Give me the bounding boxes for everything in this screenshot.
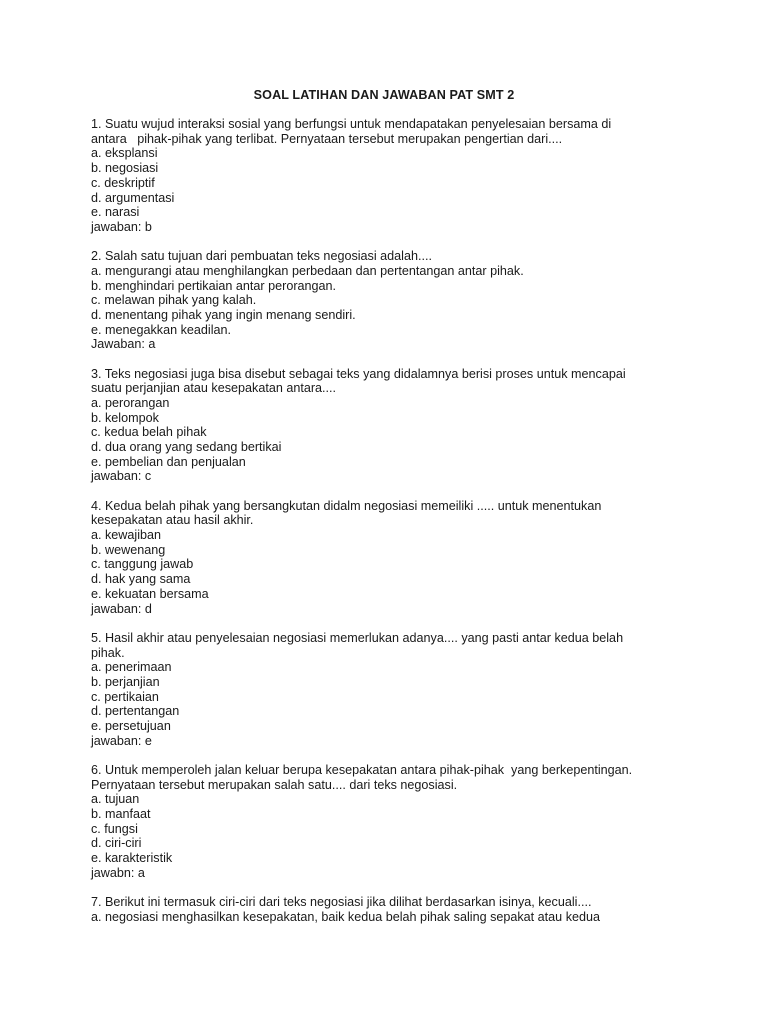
answer-option: e. persetujuan bbox=[91, 719, 171, 734]
answer-key: jawaban: d bbox=[91, 601, 152, 616]
answer-option: e. kekuatan bersama bbox=[91, 586, 209, 601]
question-7 bbox=[91, 895, 691, 924]
answer-option: c. pertikaian bbox=[91, 689, 159, 704]
question-text-line: 6. Untuk memperoleh jalan keluar berupa kesepakatan antara pihak-pihak yang berkepentingan. bbox=[91, 762, 633, 777]
question-text-line: suatu perjanjian atau kesepakatan antara.... bbox=[91, 381, 337, 396]
question-text-line: 2. Salah satu tujuan dari pembuatan teks negosiasi adalah.... bbox=[91, 249, 432, 264]
answer-option: b. perjanjian bbox=[91, 674, 160, 689]
question-text-line: kesepakatan atau hasil akhir. bbox=[91, 513, 254, 528]
question-6 bbox=[91, 763, 691, 881]
question-text-line: 1. Suatu wujud interaksi sosial yang berfungsi untuk mendapatakan penyelesaian bersama di bbox=[91, 117, 612, 131]
question-text-line: 5. Hasil akhir atau penyelesaian negosiasi memerlukan adanya.... yang pasti antar kedua belah bbox=[91, 630, 624, 645]
question-text-line: antara pihak-pihak yang terlibat. Pernyataan tersebut merupakan pengertian dari.... bbox=[91, 131, 563, 146]
question-2 bbox=[91, 249, 691, 352]
question-list bbox=[91, 117, 691, 939]
answer-option: d. menentang pihak yang ingin menang sendiri. bbox=[91, 307, 356, 322]
answer-option: d. argumentasi bbox=[91, 190, 175, 205]
answer-option: d. dua orang yang sedang bertikai bbox=[91, 440, 282, 455]
question-text-line: 4. Kedua belah pihak yang bersangkutan didalm negosiasi memeiliki ..... untuk menentukan bbox=[91, 498, 602, 513]
answer-option: e. narasi bbox=[91, 205, 140, 220]
answer-option: c. kedua belah pihak bbox=[91, 425, 207, 440]
answer-option: b. menghindari pertikaian antar perorangan. bbox=[91, 278, 337, 293]
answer-option: e. karakteristik bbox=[91, 851, 173, 866]
answer-option: c. fungsi bbox=[91, 821, 138, 836]
answer-option: a. penerimaan bbox=[91, 660, 172, 675]
answer-option: b. kelompok bbox=[91, 410, 159, 425]
question-text-line: Pernyataan tersebut merupakan salah satu.... dari teks negosiasi. bbox=[91, 777, 458, 792]
answer-option: b. manfaat bbox=[91, 807, 151, 822]
answer-key: jawaban: b bbox=[91, 219, 152, 234]
document-title: SOAL LATIHAN DAN JAWABAN PAT SMT 2 bbox=[253, 88, 515, 102]
question-3 bbox=[91, 367, 691, 485]
answer-option: a. tujuan bbox=[91, 792, 140, 807]
answer-option: e. pembelian dan penjualan bbox=[91, 454, 246, 469]
answer-option: c. deskriptif bbox=[91, 175, 155, 190]
answer-option: a. kewajiban bbox=[91, 528, 162, 543]
question-text-line: 7. Berikut ini termasuk ciri-ciri dari teks negosiasi jika dilihat berdasarkan isinya, kecuali.... bbox=[91, 895, 592, 910]
question-5 bbox=[91, 631, 691, 749]
answer-option: a. eksplansi bbox=[91, 146, 158, 161]
answer-option: a. perorangan bbox=[91, 395, 170, 410]
answer-key: jawaban: c bbox=[91, 469, 152, 484]
answer-option: b. wewenang bbox=[91, 542, 166, 557]
answer-option: c. tanggung jawab bbox=[91, 557, 194, 572]
answer-option: b. negosiasi bbox=[91, 161, 159, 176]
question-1 bbox=[91, 117, 691, 235]
answer-option: a. negosiasi menghasilkan kesepakatan, baik kedua belah pihak saling sepakat atau kedua bbox=[91, 909, 601, 924]
answer-option: c. melawan pihak yang kalah. bbox=[91, 293, 257, 308]
question-4 bbox=[91, 499, 691, 617]
answer-option: a. mengurangi atau menghilangkan perbedaan dan pertentangan antar pihak. bbox=[91, 263, 524, 278]
answer-key: jawaban: e bbox=[91, 733, 152, 748]
answer-option: d. hak yang sama bbox=[91, 572, 191, 587]
answer-option: d. pertentangan bbox=[91, 704, 180, 719]
answer-option: e. menegakkan keadilan. bbox=[91, 322, 232, 337]
question-text-line: 3. Teks negosiasi juga bisa disebut sebagai teks yang didalamnya berisi proses untuk mencapai bbox=[91, 366, 626, 381]
answer-key: Jawaban: a bbox=[91, 337, 156, 352]
answer-key: jawabn: a bbox=[91, 865, 145, 880]
answer-option: d. ciri-ciri bbox=[91, 836, 142, 851]
question-text-line: pihak. bbox=[91, 645, 125, 660]
